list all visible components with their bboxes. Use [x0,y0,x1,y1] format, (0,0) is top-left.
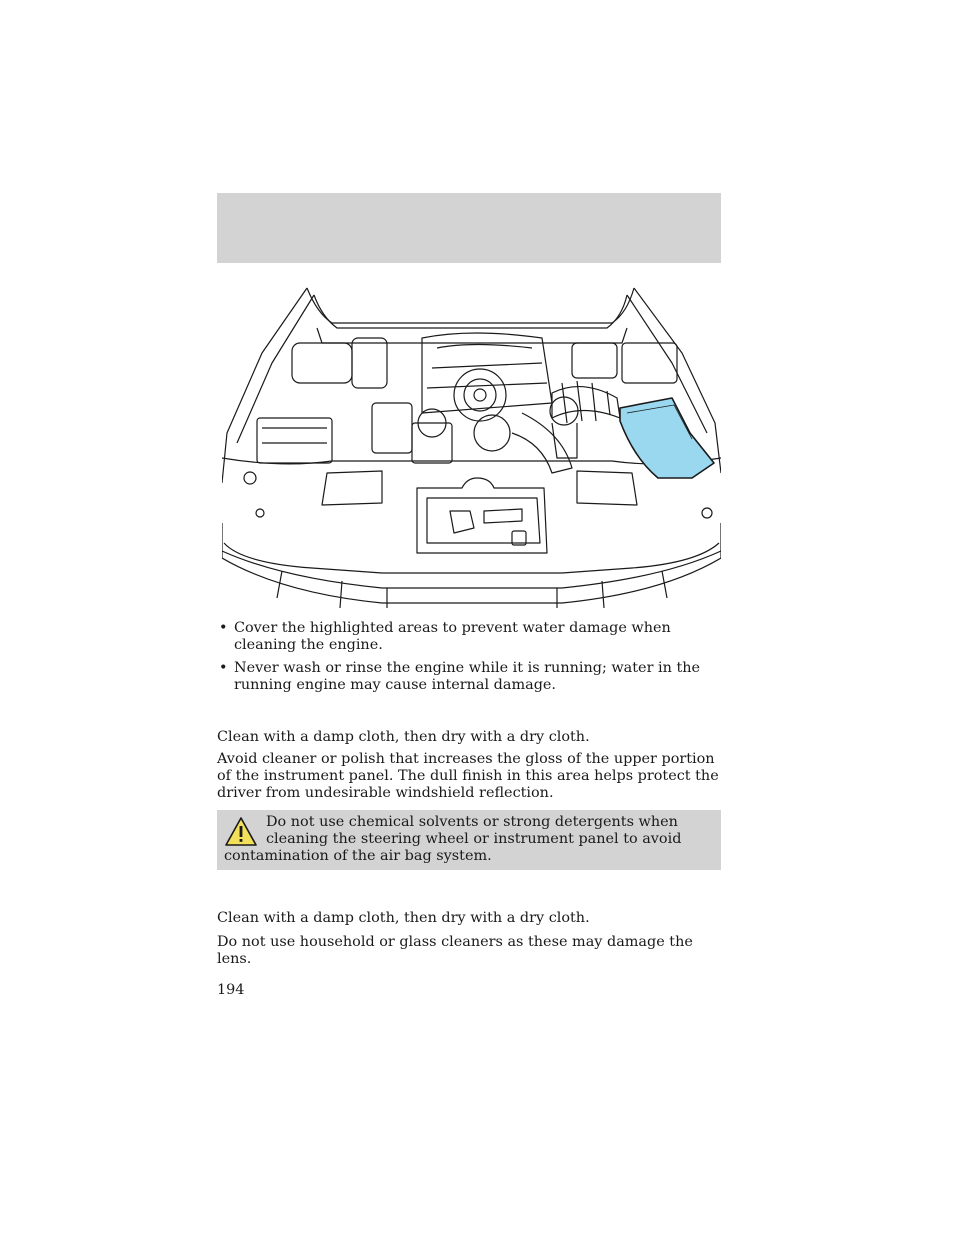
left-fender [222,288,307,483]
bullet-marker: • [219,620,228,636]
alternator [454,369,506,421]
warning-box [217,810,721,870]
engine-compartment-illustration [222,283,721,613]
section-header-bar [217,193,721,263]
warning-text: Do not use chemical solvents or strong detergents when cleaning the steering wheel or instrument panel to avoid contamination of the air bag system. [224,814,682,864]
front-panel-recess [417,478,547,553]
highlighted-area [620,398,714,478]
instrument-panel-paragraph-2: Avoid cleaner or polish that increases the gloss of the upper portion of the instrument panel. The dull finish in this area helps protect the driver from undesirable windshield reflection. [217,751,719,801]
cluster-lens-paragraph-2: Do not use household or glass cleaners as these may damage the lens. [217,934,693,967]
cluster-lens-paragraph-1: Clean with a damp cloth, then dry with a dry cloth. [217,910,590,926]
bullet-text: Cover the highlighted areas to prevent water damage when cleaning the engine. [234,620,671,653]
list-item [217,620,717,654]
page-number: 194 [217,982,245,998]
bullet-text: Never wash or rinse the engine while it is running; water in the running engine may cause internal damage. [234,660,701,693]
front-grille [222,551,721,588]
warning-triangle-icon [224,816,258,848]
bullet-marker: • [219,660,228,676]
hood-cowl [307,288,634,323]
list-item [217,660,717,694]
battery [257,418,332,463]
instrument-panel-paragraph-1: Clean with a damp cloth, then dry with a dry cloth. [217,729,590,745]
engine-cleaning-bullets [217,620,717,700]
coolant-reservoir [292,343,352,383]
